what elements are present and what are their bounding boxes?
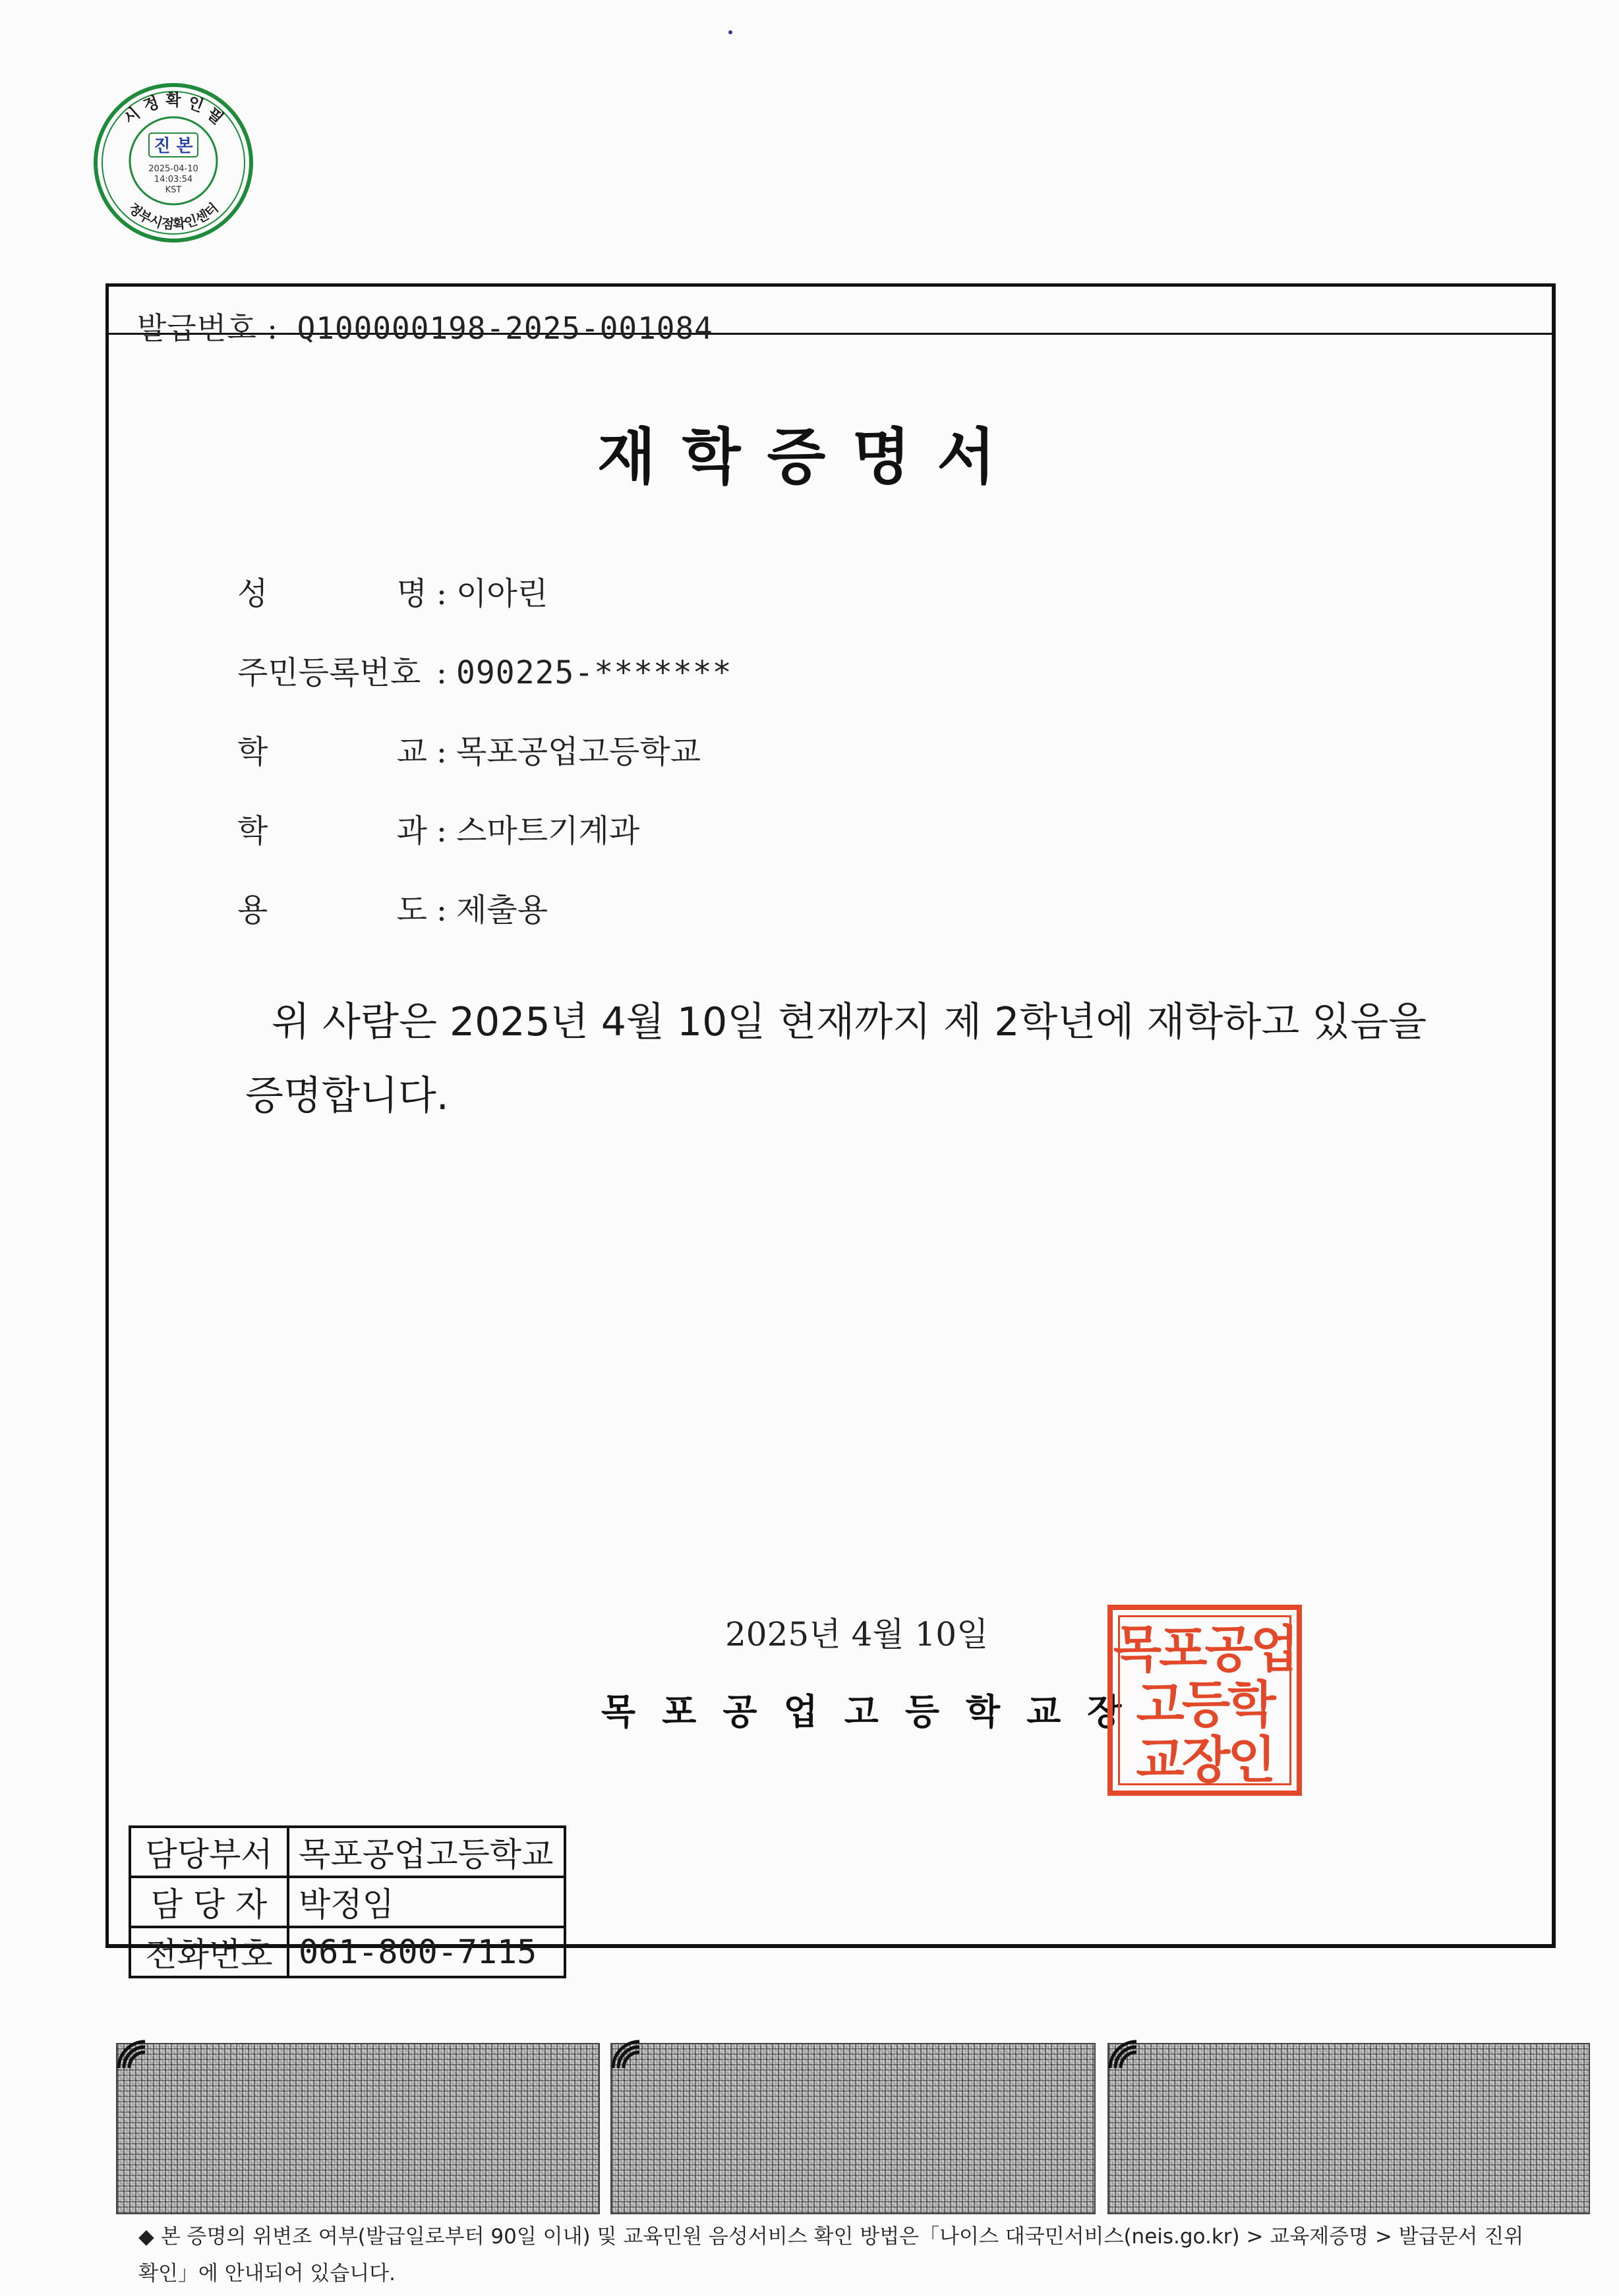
- field-label-part: 과: [396, 813, 427, 849]
- field-school: 학 교 : 목포공업고등학교: [237, 726, 701, 772]
- seal-time: 14:03:54: [154, 175, 193, 185]
- field-label-part: 성: [237, 575, 268, 612]
- issue-number-label: 발급번호 :: [137, 310, 278, 346]
- field-value: 제출용: [456, 892, 548, 929]
- seal-timezone: KST: [165, 185, 182, 195]
- issue-date: 2025년 4월 10일: [725, 1615, 989, 1653]
- field-label-part: 학: [237, 813, 268, 849]
- table-row: [130, 1877, 565, 1927]
- table-row: [130, 1827, 565, 1877]
- barcode-corner-mark-icon: [1104, 2035, 1143, 2075]
- field-value: 목포공업고등학교: [456, 733, 701, 770]
- contact-value: 박정임: [288, 1877, 565, 1927]
- field-label-part: 용: [237, 892, 268, 929]
- field-department: 학 과 : 스마트기계과: [237, 805, 639, 851]
- seal-line: 교장인: [1136, 1731, 1274, 1789]
- field-label-part: 주민등록번호: [237, 654, 421, 691]
- seal-line: 고등학: [1136, 1675, 1274, 1734]
- field-value: 090225-*******: [456, 654, 732, 691]
- field-label-part: 명: [396, 575, 427, 612]
- contact-value: 목포공업고등학교: [288, 1827, 565, 1877]
- verification-seal: [91, 80, 256, 245]
- authenticity-notice: ◆ 본 증명의 위변조 여부(발급일로부터 90일 이내) 및 교육민원 음성서비스 확인 방법은「나이스 대국민서비스(neis.go.kr) > 교육제증명 > 발급문서 진위확인」에 안내되어 있습니다.: [138, 2225, 1524, 2285]
- contact-key: 전화번호: [130, 1927, 288, 1977]
- seal-top-text: 시 정 확 인 필: [119, 91, 227, 129]
- table-row: [130, 1927, 565, 1977]
- contact-key: 담 당 자: [130, 1877, 288, 1927]
- seal-date: 2025-04-10: [148, 164, 198, 174]
- principal-signature: 목포공업고등학교장: [601, 1691, 1148, 1733]
- barcode-corner-mark-icon: [606, 2035, 646, 2075]
- contact-value: 061-800-7115: [288, 1927, 565, 1977]
- verification-barcode: [610, 2043, 1096, 2214]
- field-purpose: 용 도 : 제출용: [237, 884, 548, 930]
- page-title: 재학증명서: [597, 422, 1022, 492]
- field-resident-number: 주민등록번호 : 090225-*******: [237, 647, 732, 693]
- field-value: 이아린: [456, 575, 548, 612]
- field-label-part: 학: [237, 733, 268, 770]
- issue-number: [137, 304, 713, 348]
- certification-statement: 위 사람은 2025년 4월 10일 현재까지 제 2학년에 재학하고 있음을 증명합니다.: [245, 999, 1427, 1119]
- contact-table: [129, 1825, 566, 1978]
- verification-seal-graphic: [91, 80, 256, 245]
- field-value: 스마트기계과: [456, 813, 640, 849]
- seal-center-label: 진 본: [154, 136, 193, 156]
- verification-barcode: [1107, 2043, 1590, 2214]
- official-school-seal: [1107, 1605, 1302, 1796]
- verification-barcode: [116, 2043, 600, 2214]
- barcode-corner-mark-icon: [112, 2035, 152, 2075]
- issue-number-value: Q100000198-2025-001084: [297, 310, 713, 346]
- field-name: 성 명 : 이아린: [237, 568, 548, 614]
- field-label-part: 교: [396, 733, 427, 770]
- contact-key: 담당부서: [130, 1827, 288, 1877]
- seal-line: 목포공업: [1113, 1620, 1297, 1679]
- scan-speck: [728, 30, 732, 34]
- seal-bottom-text: 정부시점확인센터: [125, 200, 221, 233]
- field-label-part: 도: [396, 892, 427, 929]
